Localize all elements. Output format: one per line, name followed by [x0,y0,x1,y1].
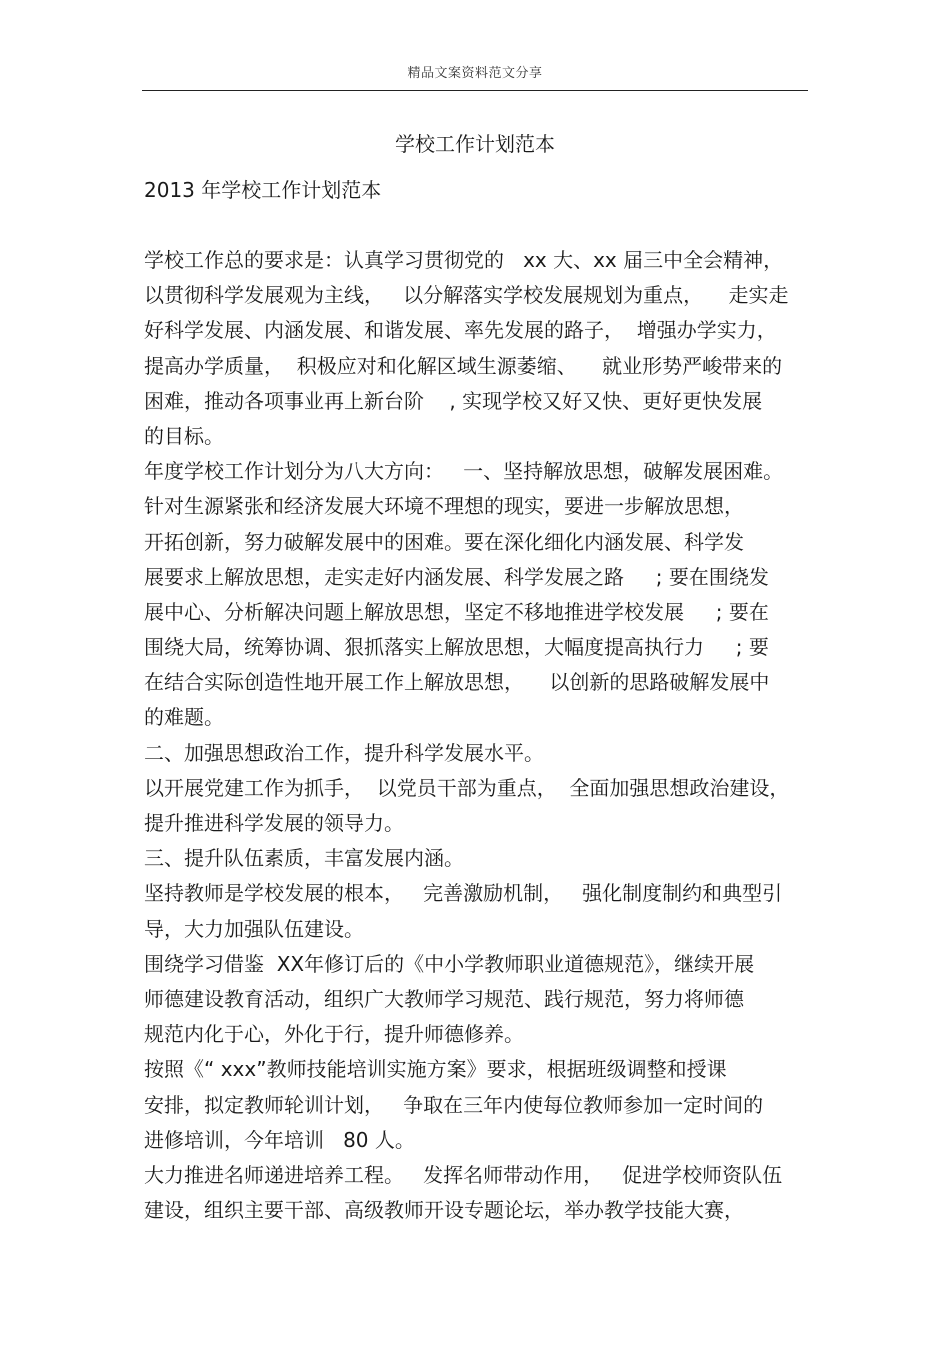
page-header: 精品文案资料范文分享 [407,66,543,81]
body-line: 针对生源紧张和经济发展大环境不理想的现实，要进一步解放思想， [144,494,744,519]
body-line: 建设，组织主要干部、高级教师开设专题论坛，举办教学技能大赛， [144,1198,744,1223]
body-line: 以开展党建工作为抓手， 以党员干部为重点， 全面加强思想政治建设， [144,775,790,800]
body-line: 好科学发展、内涵发展、和谐发展、率先发展的路子， 增强办学实力， [144,318,777,343]
body-line: 提高办学质量， 积极应对和化解区域生源萎缩、 就业形势严峻带来的 [144,353,783,378]
body-line: 提升推进科学发展的领导力。 [144,811,404,835]
document-title: 学校工作计划范本 [395,132,555,156]
body-line: 按照《“ xxx”教师技能培训实施方案》要求，根据班级调整和授课 [144,1057,727,1082]
body-line: 规范内化于心，外化于行，提升师德修养。 [144,1022,524,1047]
body-line: 安排，拟定教师轮训计划， 争取在三年内使每位教师参加一定时间的 [144,1092,764,1117]
body-line: 导，大力加强队伍建设。 [144,916,364,941]
body-line: 的目标。 [144,423,224,448]
body-line: 以贯彻科学发展观为主线， 以分解落实学校发展规划为重点， 走实走 [144,283,789,308]
body-line: 二、加强思想政治工作，提升科学发展水平。 [144,740,544,765]
body-line: 坚持教师是学校发展的根本， 完善激励机制， 强化制度制约和典型引 [144,881,783,906]
body-line: 进修培训，今年培训 80 人。 [144,1127,415,1152]
body-line: 的难题。 [144,705,224,730]
body-line: 展中心、分析解决问题上解放思想，坚定不移地推进学校发展 ; 要在 [144,599,769,624]
body-line: 大力推进名师递进培养工程。 发挥名师带动作用， 促进学校师资队伍 [144,1162,783,1187]
body-line: 围绕大局，统筹协调、狠抓落实上解放思想，大幅度提高执行力 ; 要 [144,635,769,660]
body-line: 年度学校工作计划分为八大方向： 一、坚持解放思想，破解发展困难。 [144,459,784,484]
body-line: 展要求上解放思想，走实走好内涵发展、科学发展之路 ; 要在围绕发 [144,564,769,589]
body-line: 在结合实际创造性地开展工作上解放思想， 以创新的思路破解发展中 [144,670,770,695]
body-text [144,243,814,1228]
body-line: 困难，推动各项事业再上新台阶 , 实现学校又好又快、更好更快发展 [144,388,763,413]
document-subtitle: 2013 年学校工作计划范本 [144,178,382,202]
body-line: 师德建设教育活动，组织广大教师学习规范、践行规范，努力将师德 [144,986,744,1011]
body-line: 开拓创新，努力破解发展中的困难。要在深化细化内涵发展、科学发 [144,529,744,554]
body-line: 三、提升队伍素质，丰富发展内涵。 [144,846,464,871]
body-line: 学校工作总的要求是：认真学习贯彻党的 xx 大、xx 届三中全会精神， [144,248,784,272]
header-divider [142,90,808,91]
body-line: 围绕学习借鉴 XX年修订后的《中小学教师职业道德规范》，继续开展 [144,951,755,976]
